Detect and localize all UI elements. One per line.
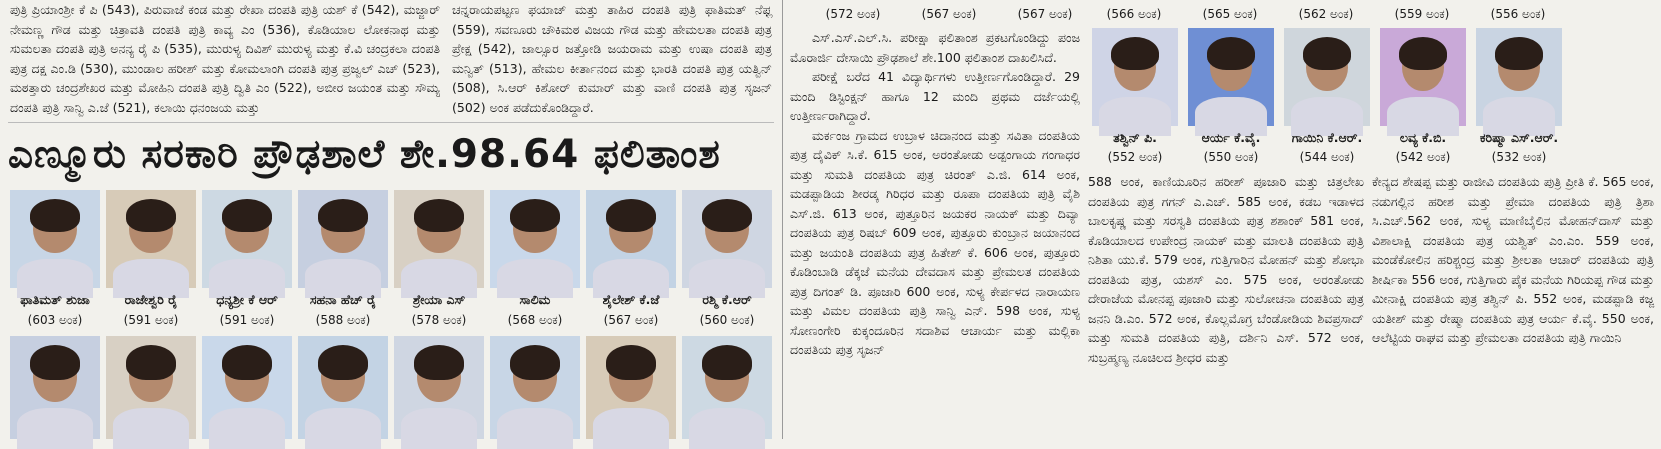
student-photo <box>394 190 484 288</box>
student-photo <box>298 336 388 439</box>
student-score: (556 ಅಂಕ) <box>1490 7 1546 21</box>
student-score: (544 ಅಂಕ) <box>1299 150 1355 164</box>
student-score: (566 ಅಂಕ) <box>1106 7 1162 21</box>
student-photo <box>586 190 676 288</box>
student-score: (550 ಅಂಕ) <box>1203 150 1259 164</box>
student-photo <box>1284 28 1370 126</box>
article-paragraph: ಪರೀಕ್ಷೆ ಬರೆದ 41 ವಿದ್ಯಾರ್ಥಿಗಳು ಉತ್ತೀರ್ಣಗೊಂಡಿದ್ದಾರೆ. 29 ಮಂದಿ ಡಿಸ್ಟಿಂಕ್ಷನ್ ಹಾಗೂ 12 ಮಂದಿ ಪ್ರಥಮ ದರ್ಜೆಯಲ್ಲಿ ಉತ್ತೀರ್ಣರಾಗಿದ್ದಾರೆ. <box>790 69 1080 123</box>
student-name: ಫಾತಿಮತ್ ಶುಜಾ <box>20 292 90 307</box>
student-name: ಶ್ರೇಯಾ ಎಸ್ <box>412 292 466 307</box>
student-score: (567 ಅಂಕ) <box>603 313 659 327</box>
student-photo <box>1092 28 1178 126</box>
headline: ಎಣ್ಮೂರು ಸರಕಾರಿ ಪ್ರೌಢಶಾಲೆ ಶೇ.98.64 ಫಲಿತಾಂಶ <box>8 132 721 177</box>
article-column-left <box>10 0 440 116</box>
student-score: (603 ಅಂಕ) <box>27 313 83 327</box>
student-photo <box>490 190 580 288</box>
article-text: ಚನ್ನರಾಯಪಟ್ಟಣ ಫಯಾಜ್ ಮತ್ತು ತಾಹಿರ ದಂಪತಿ ಪುತ್ರಿ ಫಾತಿಮತ್ ನೆಫ್ಲ (559), ಸವಣೂರು ಚೌಕಿಮಠ ವಿಜಯ ಗೌಡ ಮತ್ತು ಹೇಮಲತಾ ದಂಪತಿ ಪುತ್ರ ಪ್ರೇಕ್ಷ (542), ಜಾಲ್ಸೂರ ಜತ್ತೋಡಿ ಜಯರಾಮ ಮತ್ತು ಉಷಾ ದಂಪತಿ ಪುತ್ರ ಮನ್ವಿತ್ (513), ಹೇಮಲ ಕೀರ್ತಾನಂದ ಮತ್ತು ಭಾರತಿ ದಂಪತಿ ಪುತ್ರ ಯತ್ವಿನ್ (508), ಸಿ.ಆರ್ ಕಿಶೋರ್ ಕುಮಾರ್ ಮತ್ತು ವಾಣಿ ದಂಪತಿ ಪುತ್ರ ಸೃಜನ್ (502) ಅಂಕ ಪಡೆದುಕೊಂಡಿದ್ದಾರೆ. <box>452 2 772 115</box>
article-paragraph: ಮರ್ಕಂಜ ಗ್ರಾಮದ ಉಬ್ರಾಳ ಚಿದಾನಂದ ಮತ್ತು ಸವಿತಾ ದಂಪತಿಯ ಪುತ್ರ ದೈವಿಕ್ ಸಿ.ಕೆ. 615 ಅಂಕ, ಅರಂತೋಡು ಅಡ್ಪಂಗಾಯ ಗಂಗಾಧರ ಮತ್ತು ಸುಮತಿ ದಂಪತಿಯ ಪುತ್ರ ಚಿರಂತ್ ಎ.ಜಿ. 614 ಅಂಕ, ಮಡಪ್ಪಾಡಿಯ ಶೀರಡ್ಕ ಗಿರಿಧರ ಮತ್ತು ರೂಪಾ ದಂಪತಿಯ ಪುತ್ರಿ ವೈಶಿ ಎಸ್.ಜಿ. 613 ಅಂಕ, ಪುತ್ತೂರಿನ ಜಯಕರ ನಾಯಕ್ ಮತ್ತು ದಿವ್ಯಾ ದಂಪತಿಯ ಪುತ್ರ ರಿಷಬ್ 609 ಅಂಕ, ಪುತ್ತೂರು ಕುಂಬ್ರಾನ ಜಯಾನಂದ ಮತ್ತು ಜಯಂತಿ ದಂಪತಿಯ ಪುತ್ರ ಹಿತೇಶ್ ಕೆ. 606 ಅಂಕ, ಪುತ್ತೂರು ಕೊಡಿಂಬಾಡಿ ಡೆಕ್ಕಜೆ ಮನೆಯ ದೇವದಾಸ ಮತ್ತು ಪ್ರೇಮಲತ ದಂಪತಿಯ ಪುತ್ರ ದಿಗಂತ್ ಡಿ. ಪೂಜಾರಿ 600 ಅಂಕ, ಸುಳ್ಯ ಕೇರ್ಪಳದ ನಾರಾಯಣ ಮತ್ತು ವಿಮಲ ದಂಪತಿಯ ಪುತ್ರಿ ಸಾನ್ವಿ ಎನ್. 598 ಅಂಕ, ಸುಳ್ಯ ಸೋಣಂಗೇರಿ ಕುಕ್ಕಂದೂರಿನ ಸದಾಶಿವ ಆಚಾರ್ಯ ಮತ್ತು ಮಲ್ಲಿಕಾ ದಂಪತಿಯ ಪುತ್ರ ಸೃಜನ್ <box>790 127 1080 357</box>
student-photo <box>106 190 196 288</box>
student-score: (568 ಅಂಕ) <box>507 313 563 327</box>
student-photo <box>682 190 772 288</box>
student-score: (567 ಅಂಕ) <box>921 7 977 21</box>
student-photo <box>10 336 100 439</box>
student-score: (572 ಅಂಕ) <box>825 7 881 21</box>
student-score: (542 ಅಂಕ) <box>1395 150 1451 164</box>
student-name: ಕರಿಷ್ಮಾ ಎಸ್.ಆರ್. <box>1479 130 1559 145</box>
student-photo <box>394 336 484 439</box>
student-score: (565 ಅಂಕ) <box>1202 7 1258 21</box>
student-score: (560 ಅಂಕ) <box>699 313 755 327</box>
student-name: ಗಾಯಿನಿ ಕೆ.ಆರ್. <box>1291 130 1363 145</box>
student-name: ಸಾಲಿಮ <box>519 292 551 307</box>
student-photo <box>586 336 676 439</box>
student-photo <box>202 190 292 288</box>
student-score: (591 ಅಂಕ) <box>219 313 275 327</box>
student-score: (588 ಅಂಕ) <box>315 313 371 327</box>
student-name: ಆರ್ಯ ಕೆ.ವೈ. <box>1201 130 1261 145</box>
middle-article <box>790 28 1080 357</box>
student-photo <box>490 336 580 439</box>
student-score: (532 ಅಂಕ) <box>1491 150 1547 164</box>
spacer <box>1084 0 1085 170</box>
article-text: ಪುತ್ರಿ ಪ್ರಿಯಾಂಶ್ರೀ ಕೆ ಪಿ (543), ಪಿರುವಾಜೆ ಕಂಡ ಮತ್ತು ರೇಖಾ ದಂಪತಿ ಪುತ್ರಿ ಯಶ್ ಕೆ (542), ಮಜ್ಜಾರ್ ನೇಮಣ್ಣ ಗೌಡ ಮತ್ತು ಚಿತ್ರಾವತಿ ದಂಪತಿ ಪುತ್ರಿ ಕಾವ್ಯ ಎಂ (536), ಕೊಡಿಯಾಲ ಲೋಕನಾಥ ಮತ್ತು ಸುಮಲತಾ ದಂಪತಿ ಪುತ್ರಿ ಅನನ್ಯ ರೈ ಪಿ (535), ಮುರುಳ್ಯ ದಿವಿಶ್ ಮುರುಳ್ಯ ಮತ್ತು ಕೆ.ವಿ ಚಂದ್ರಕಲಾ ದಂಪತಿ ಪುತ್ರ ದಕ್ಷ ಎಂ.ಡಿ (530), ಮುಂಡಾಲ ಹರೀಶ್ ಮತ್ತು ಕೋಮಲಾಂಗಿ ದಂಪತಿ ಪುತ್ರ ಪ್ರಜ್ವಲ್ ಎಚ್ (523), ಮಠತ್ತಾರು ಚಂದ್ರಶೇಖರ ಮತ್ತು ಮೋಹಿನಿ ದಂಪತಿ ಪುತ್ರಿ ದ್ವಿತಿ ಎಂ (522), ಅಬೀರ ಜಯಂತ ಮತ್ತು ಸೌಮ್ಯ ದಂಪತಿ ಪುತ್ರಿ ಸಾನ್ವಿ ಎ.ಜೆ (521), ಕಲಾಯಿ ಧನಂಜಯ ಮತ್ತು <box>10 2 440 115</box>
student-name: ಲವ್ಯ ಕೆ.ಬಿ. <box>1399 130 1447 145</box>
right-article-col2 <box>1372 172 1654 439</box>
student-name: ರಾಜೇಶ್ವರಿ ರೈ <box>124 292 178 307</box>
student-photo <box>202 336 292 439</box>
student-name: ರಶ್ಮಿ ಕೆ.ಆರ್ <box>702 292 752 307</box>
student-name: ತಶ್ವಿನ್ ಪಿ. <box>1113 130 1157 145</box>
article-text: 588 ಅಂಕ, ಕಾಣಿಯೂರಿನ ಹರೀಶ್ ಪೂಜಾರಿ ಮತ್ತು ಚಿತ್ರಲೇಖ ದಂಪತಿಯ ಪುತ್ರ ಗಗನ್ ಎ.ಎಚ್. 585 ಅಂಕ, ಕಡಬ ಇಡಾಳದ ಬಾಲಕೃಷ್ಣ ಮತ್ತು ಸರಸ್ವತಿ ದಂಪತಿಯ ಪುತ್ರ ಶಶಾಂಕ್ 581 ಅಂಕ, ಕೊಡಿಯಾಲದ ಉಪೇಂದ್ರ ನಾಯಕ್ ಮತ್ತು ಮಾಲತಿ ದಂಪತಿಯ ಪುತ್ರಿ ನಿಶಿತಾ ಯು.ಕೆ. 579 ಅಂಕ, ಗುತ್ತಿಗಾರಿನ ಮೋಹನ್ ಮತ್ತು ಶೋಭಾ ದಂಪತಿಯ ಪುತ್ರ, ಯಶಸ್ ಎಂ. 575 ಅಂಕ, ಅರಂತೋಡು ದೇರಾಜೆಯ ಮೋನಪ್ಪ ಪೂಜಾರಿ ಮತ್ತು ಸುಲೋಚನಾ ದಂಪತಿಯ ಪುತ್ರ ಜನನಿ ಡಿ.ಎಂ. 572 ಅಂಕ, ಕೊಲ್ಲಮೊಗ್ರ ಬೆಂಡೋಡಿಯ ಶಿವಪ್ರಸಾದ್ ಮತ್ತು ಸುಮತಿ ದಂಪತಿಯ ಪುತ್ರಿ, ದರ್ಶಿನಿ ಎಸ್. 572 ಅಂಕ, ಸುಬ್ರಹ್ಮಣ್ಯ ನೂಚಿಲದ ಶ್ರೀಧರ ಮತ್ತು <box>1088 174 1364 365</box>
article-text: ಕೇನ್ಯದ ಶೇಷಪ್ಪ ಮತ್ತು ರಾಜೀವಿ ದಂಪತಿಯ ಪುತ್ರಿ ಪ್ರೀತಿ ಕೆ. 565 ಅಂಕ, ನಡುಗಲ್ಲಿನ ಹರೀಶ ಮತ್ತು ಪ್ರೇಮಾ ದಂಪತಿಯ ಪುತ್ರಿ ತ್ರಿಶಾ ಸಿ.ಎಚ್.562 ಅಂಕ, ಸುಳ್ಯ ಮಾಣಿಬೈಲಿನ ಮೋಹನ್‌ದಾಸ್ ಮತ್ತು ವಿಶಾಲಾಕ್ಷಿ ದಂಪತಿಯ ಪುತ್ರ ಯಶ್ವಿತ್ ಎಂ.ಎಂ. 559 ಅಂಕ, ಮಂಡೆಕೋಲಿನ ಹರಿಶ್ಚಂದ್ರ ಮತ್ತು ಶ್ರೀಲತಾ ಆಚಾರ್ ದಂಪತಿಯ ಪುತ್ರಿ ಶೀರ್ಷಿಕಾ 556 ಅಂಕ, ಗುತ್ತಿಗಾರು ಪೈಕ ಮನೆಯ ಗಿರಿಯಪ್ಪ ಗೌಡ ಮತ್ತು ಮೀನಾಕ್ಷಿ ದಂಪತಿಯ ಪುತ್ರ ತಶ್ವಿನ್ ಪಿ. 552 ಅಂಕ, ಮಡಪ್ಪಾಡಿ ಕಜ್ಜ ಯತೀಶ್ ಮತ್ತು ರೇಷ್ಮಾ ದಂಪತಿಯ ಪುತ್ರ ಆರ್ಯ ಕೆ.ವೈ. 550 ಅಂಕ, ಆಲೆಟ್ಟಿಯ ರಾಘವ ಮತ್ತು ಪ್ರೇಮಲತಾ ದಂಪತಿಯ ಪುತ್ರಿ ಗಾಯಿನಿ <box>1372 174 1654 345</box>
right-article-col1 <box>1088 172 1364 439</box>
student-score: (591 ಅಂಕ) <box>123 313 179 327</box>
student-score: (562 ಅಂಕ) <box>1298 7 1354 21</box>
student-score: (552 ಅಂಕ) <box>1107 150 1163 164</box>
student-name: ಶೈಲೇಶ್ ಕೆ.ಜೆ <box>602 292 660 307</box>
student-photo <box>682 336 772 439</box>
student-photo <box>1188 28 1274 126</box>
section-divider <box>8 122 774 123</box>
student-score: (559 ಅಂಕ) <box>1394 7 1450 21</box>
student-name: ಧನ್ಯಶ್ರೀ ಕೆ ಆರ್ <box>216 292 278 307</box>
student-name: ಸಹನಾ ಹೆಚ್ ರೈ <box>309 292 377 307</box>
student-photo <box>298 190 388 288</box>
student-score: (578 ಅಂಕ) <box>411 313 467 327</box>
student-photo <box>1380 28 1466 126</box>
student-photo <box>106 336 196 439</box>
student-photo <box>1476 28 1562 126</box>
student-photo <box>10 190 100 288</box>
student-score: (567 ಅಂಕ) <box>1017 7 1073 21</box>
column-divider <box>782 0 783 439</box>
article-paragraph: ಎಸ್.ಎಸ್.ಎಲ್.ಸಿ. ಪರೀಕ್ಷಾ ಫಲಿತಾಂಶ ಪ್ರಕಟಗೊಂಡಿದ್ದು ಪಂಜ ಮೊರಾರ್ಜಿ ದೇಸಾಯಿ ಪ್ರೌಢಶಾಲೆ ಶೇ.100 ಫಲಿತಾಂಶ ದಾಖಲಿಸಿದೆ. <box>790 30 1080 65</box>
article-column-middle <box>452 0 772 116</box>
